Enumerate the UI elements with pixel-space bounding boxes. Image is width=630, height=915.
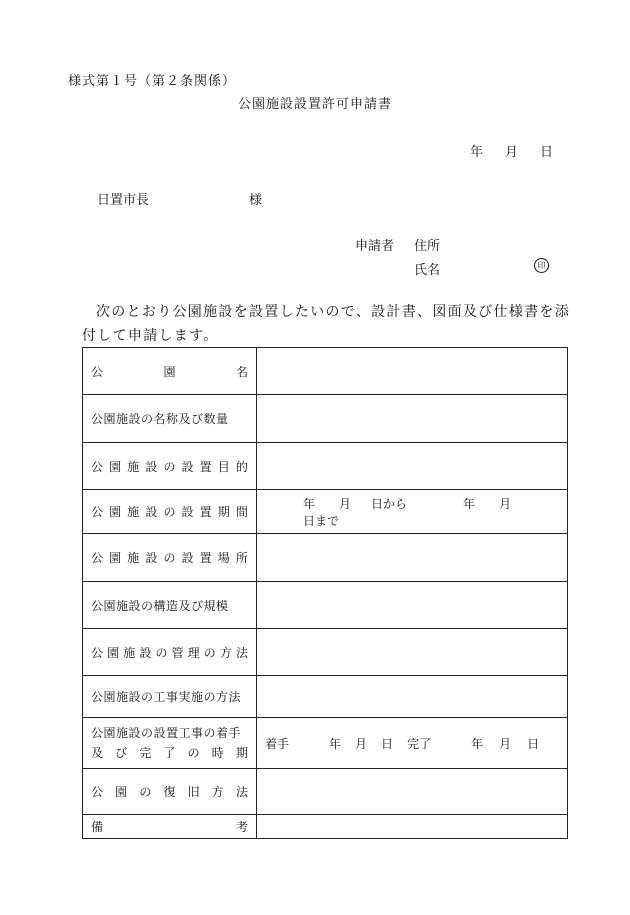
- construction-start-month: 月: [355, 736, 368, 751]
- label-char: 施: [127, 505, 140, 519]
- label-char: 置: [199, 551, 212, 565]
- label-char: 公: [91, 551, 104, 565]
- table-row: [83, 718, 568, 769]
- name-label: 氏名: [414, 263, 441, 278]
- value-restoration-method[interactable]: [257, 769, 568, 815]
- label-char: の: [203, 645, 216, 660]
- value-location[interactable]: [257, 534, 568, 582]
- label-char: 的: [235, 459, 248, 474]
- value-facility-name-quantity[interactable]: [257, 395, 568, 443]
- application-table: [82, 347, 568, 839]
- label-location: [83, 534, 257, 582]
- honorific: 様: [249, 193, 263, 208]
- construction-start-year: 年: [329, 736, 342, 751]
- construction-start-label: 着手: [265, 736, 290, 751]
- label-char: 公: [91, 645, 104, 660]
- label-char: 名: [235, 364, 248, 379]
- label-char: 管: [171, 645, 184, 660]
- label-char: 園: [107, 645, 120, 660]
- label-char: の: [187, 746, 200, 760]
- label-line1: 公園施設の設置工事の着手: [91, 726, 242, 740]
- construction-end-day: 日: [527, 736, 540, 751]
- label-char: 期: [217, 505, 230, 519]
- label-construction-method: [83, 676, 257, 718]
- value-structure-scale[interactable]: [257, 582, 568, 629]
- label-text: [91, 503, 248, 520]
- label-char: 方: [211, 785, 224, 799]
- label-construction-timing: [83, 718, 257, 769]
- label-char: の: [139, 785, 152, 799]
- label-char: 公: [91, 459, 104, 474]
- label-char: 期: [235, 746, 248, 760]
- label-char: 完: [139, 746, 152, 760]
- label-park-name: [83, 348, 257, 395]
- label-text: [91, 818, 248, 835]
- label-char: 設: [145, 505, 158, 519]
- label-text: [91, 363, 248, 380]
- label-two-line: [91, 723, 248, 763]
- seal-mark: 印: [534, 258, 549, 273]
- document-title: 公園施設設置許可申請書: [237, 97, 392, 112]
- value-purpose[interactable]: [257, 443, 568, 490]
- label-remarks: [83, 815, 257, 839]
- table-row: [83, 629, 568, 676]
- table-row: [83, 490, 568, 534]
- construction-start-day: 日: [381, 736, 394, 751]
- label-char: 施: [127, 551, 140, 565]
- label-structure-scale: [83, 582, 257, 629]
- label-char: 設: [181, 459, 194, 474]
- label-char: 園: [109, 551, 122, 565]
- table-row: [83, 395, 568, 443]
- value-period[interactable]: [257, 490, 568, 534]
- value-management-method[interactable]: [257, 629, 568, 676]
- label-purpose: [83, 443, 257, 490]
- label-char: 施: [123, 645, 136, 660]
- label-char: 所: [235, 551, 248, 565]
- label-char: 目: [217, 459, 230, 474]
- label-management-method: [83, 629, 257, 676]
- label-text: 公園施設の構造及び規模: [91, 598, 229, 613]
- construction-end-year: 年: [471, 736, 484, 751]
- label-char: 復: [163, 785, 176, 799]
- label-char: 考: [235, 820, 248, 834]
- label-char: 園: [115, 785, 128, 799]
- label-char: 場: [217, 551, 230, 565]
- construction-end-label: 完了: [407, 736, 432, 751]
- table-row: [83, 676, 568, 718]
- label-char: 園: [109, 459, 122, 474]
- period-month-from: 月: [339, 496, 352, 511]
- label-char: 設: [145, 551, 158, 565]
- addressee: 日置市長: [97, 193, 150, 208]
- label-text: [91, 783, 248, 800]
- label-char: の: [163, 551, 176, 565]
- label-text: [91, 458, 248, 475]
- intro-text: 次のとおり公園施設を設置したいので、設計書、図面及び仕様書を添付して申請します。: [82, 304, 571, 344]
- label-char: 設: [181, 505, 194, 519]
- period-year-to: 年: [463, 496, 476, 511]
- label-text: 公園施設の工事実施の方法: [91, 690, 242, 704]
- form-number: 様式第１号（第２条関係）: [68, 74, 237, 89]
- period-day-to: 日まで: [303, 513, 340, 528]
- label-char: 法: [235, 645, 248, 660]
- value-park-name[interactable]: [257, 348, 568, 395]
- label-char: の: [163, 505, 176, 519]
- label-char: の: [155, 645, 168, 660]
- label-char: 設: [145, 459, 158, 474]
- label-char: 了: [163, 746, 176, 760]
- table-row: [83, 815, 568, 839]
- label-char: 備: [91, 820, 104, 834]
- label-char: 設: [181, 551, 194, 565]
- label-text: [91, 644, 248, 661]
- address-label: 住所: [414, 239, 441, 254]
- label-text: [91, 549, 248, 566]
- label-restoration-method: [83, 769, 257, 815]
- label-char: び: [115, 746, 128, 760]
- label-char: 理: [187, 645, 200, 660]
- label-period: [83, 490, 257, 534]
- label-char: 及: [91, 746, 104, 760]
- label-char: 園: [163, 364, 176, 379]
- label-char: 方: [219, 645, 232, 660]
- value-construction-timing[interactable]: [257, 718, 568, 769]
- label-facility-name-quantity: [83, 395, 257, 443]
- value-remarks[interactable]: [257, 815, 568, 839]
- label-char: の: [163, 459, 176, 474]
- table-row: [83, 348, 568, 395]
- date-month-label: 月: [505, 145, 519, 160]
- date-day-label: 日: [540, 145, 554, 160]
- period-month-to: 月: [499, 496, 512, 511]
- period-value: [265, 495, 559, 529]
- applicant-label: 申請者: [355, 239, 395, 254]
- label-char: 旧: [187, 785, 200, 799]
- label-char: 公: [91, 364, 104, 379]
- label-line2: [91, 743, 248, 763]
- label-char: 置: [199, 505, 212, 519]
- label-char: 時: [211, 746, 224, 760]
- period-year-from: 年: [303, 496, 316, 511]
- table-row: [83, 582, 568, 629]
- value-construction-method[interactable]: [257, 676, 568, 718]
- table-row: [83, 769, 568, 815]
- table-row: [83, 534, 568, 582]
- construction-end-month: 月: [499, 736, 512, 751]
- label-char: 設: [139, 645, 152, 660]
- period-day-from: 日から: [371, 496, 408, 511]
- date-year-label: 年: [470, 145, 484, 160]
- label-char: 施: [127, 459, 140, 474]
- label-char: 園: [109, 505, 122, 519]
- label-text: 公園施設の名称及び数量: [91, 412, 229, 426]
- table-row: [83, 443, 568, 490]
- label-char: 間: [235, 505, 248, 519]
- construction-value: [265, 735, 559, 752]
- date-line: [470, 141, 553, 160]
- label-char: 法: [235, 785, 248, 799]
- label-char: 公: [91, 785, 104, 799]
- label-char: 置: [199, 459, 212, 474]
- label-char: 公: [91, 505, 104, 519]
